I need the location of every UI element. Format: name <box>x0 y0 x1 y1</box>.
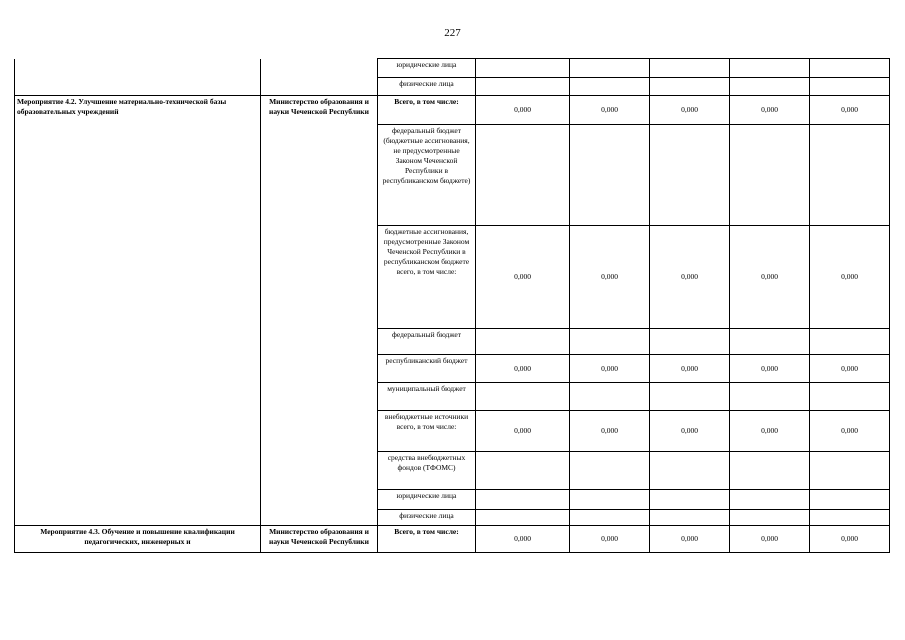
value-cell <box>650 452 730 490</box>
value-cell <box>476 125 570 226</box>
value-cell <box>570 383 650 411</box>
value-cell: 0,000 <box>570 411 650 452</box>
value-cell <box>570 510 650 526</box>
executor-cell: Министерство образования и науки Чеченской Республики <box>261 96 378 526</box>
value-cell <box>810 383 890 411</box>
value-cell <box>570 329 650 355</box>
value-cell <box>570 125 650 226</box>
value-cell <box>570 59 650 78</box>
value-cell <box>650 125 730 226</box>
value-cell <box>476 78 570 96</box>
value-cell <box>730 78 810 96</box>
funding-source-cell: юридические лица <box>378 59 476 78</box>
value-cell: 0,000 <box>730 226 810 329</box>
funding-source-cell: республиканский бюджет <box>378 355 476 383</box>
value-cell: 0,000 <box>570 226 650 329</box>
value-cell <box>476 383 570 411</box>
funding-source-cell: Всего, в том числе: <box>378 526 476 553</box>
executor-cell-continued <box>261 59 378 96</box>
executor-cell: Министерство образования и науки Чеченской Республики <box>261 526 378 553</box>
value-cell <box>650 490 730 510</box>
funding-source-cell: физические лица <box>378 78 476 96</box>
value-cell <box>810 125 890 226</box>
value-cell <box>810 59 890 78</box>
value-cell <box>730 383 810 411</box>
value-cell: 0,000 <box>650 411 730 452</box>
value-cell <box>476 510 570 526</box>
value-cell: 0,000 <box>810 411 890 452</box>
funding-source-cell: средства внебюджетных фондов (ТФОМС) <box>378 452 476 490</box>
value-cell <box>570 452 650 490</box>
value-cell: 0,000 <box>810 526 890 553</box>
value-cell: 0,000 <box>650 96 730 125</box>
value-cell: 0,000 <box>570 96 650 125</box>
value-cell <box>476 59 570 78</box>
funding-source-cell: физические лица <box>378 510 476 526</box>
value-cell <box>570 78 650 96</box>
funding-source-cell: федеральный бюджет (бюджетные ассигнования, не предусмотренные Законом Чеченской Республики в республиканском бюджете) <box>378 125 476 226</box>
page-number: 227 <box>444 27 461 39</box>
activity-name-cell: Мероприятие 4.3. Обучение и повышение квалификации педагогических, инженерных и <box>15 526 261 553</box>
value-cell <box>476 452 570 490</box>
value-cell: 0,000 <box>810 96 890 125</box>
value-cell: 0,000 <box>730 96 810 125</box>
funding-source-cell: внебюджетные источники всего, в том числе: <box>378 411 476 452</box>
value-cell <box>650 78 730 96</box>
funding-source-cell: муниципальный бюджет <box>378 383 476 411</box>
value-cell <box>810 329 890 355</box>
value-cell <box>476 329 570 355</box>
value-cell <box>476 490 570 510</box>
value-cell: 0,000 <box>570 355 650 383</box>
activity-cell-continued <box>15 59 261 96</box>
value-cell <box>810 490 890 510</box>
value-cell: 0,000 <box>570 526 650 553</box>
funding-source-cell: бюджетные ассигнования, предусмотренные Законом Чеченской Республики в республиканском бюджете всего, в том числе: <box>378 226 476 329</box>
activity-name-cell: Мероприятие 4.2. Улучшение материально-технической базы образовательных учреждений <box>15 96 261 526</box>
funding-source-cell: федеральный бюджет <box>378 329 476 355</box>
value-cell <box>810 452 890 490</box>
value-cell <box>650 329 730 355</box>
table-row <box>15 59 890 78</box>
value-cell <box>730 510 810 526</box>
funding-table-viewport <box>14 58 890 557</box>
value-cell: 0,000 <box>476 526 570 553</box>
funding-source-cell: Всего, в том числе: <box>378 96 476 125</box>
value-cell <box>730 452 810 490</box>
value-cell <box>810 510 890 526</box>
value-cell <box>810 78 890 96</box>
value-cell: 0,000 <box>650 355 730 383</box>
funding-table-body <box>15 59 890 553</box>
value-cell <box>730 490 810 510</box>
value-cell: 0,000 <box>730 526 810 553</box>
funding-source-cell: юридические лица <box>378 490 476 510</box>
value-cell: 0,000 <box>476 355 570 383</box>
value-cell <box>650 59 730 78</box>
value-cell: 0,000 <box>650 226 730 329</box>
table-row <box>15 526 890 553</box>
value-cell: 0,000 <box>476 411 570 452</box>
value-cell: 0,000 <box>650 526 730 553</box>
value-cell <box>650 510 730 526</box>
value-cell <box>730 125 810 226</box>
value-cell <box>570 490 650 510</box>
table-row <box>15 96 890 125</box>
value-cell: 0,000 <box>810 355 890 383</box>
value-cell: 0,000 <box>476 226 570 329</box>
funding-table <box>14 58 890 553</box>
value-cell <box>650 383 730 411</box>
value-cell: 0,000 <box>476 96 570 125</box>
value-cell: 0,000 <box>730 355 810 383</box>
value-cell: 0,000 <box>810 226 890 329</box>
value-cell: 0,000 <box>730 411 810 452</box>
value-cell <box>730 329 810 355</box>
value-cell <box>730 59 810 78</box>
